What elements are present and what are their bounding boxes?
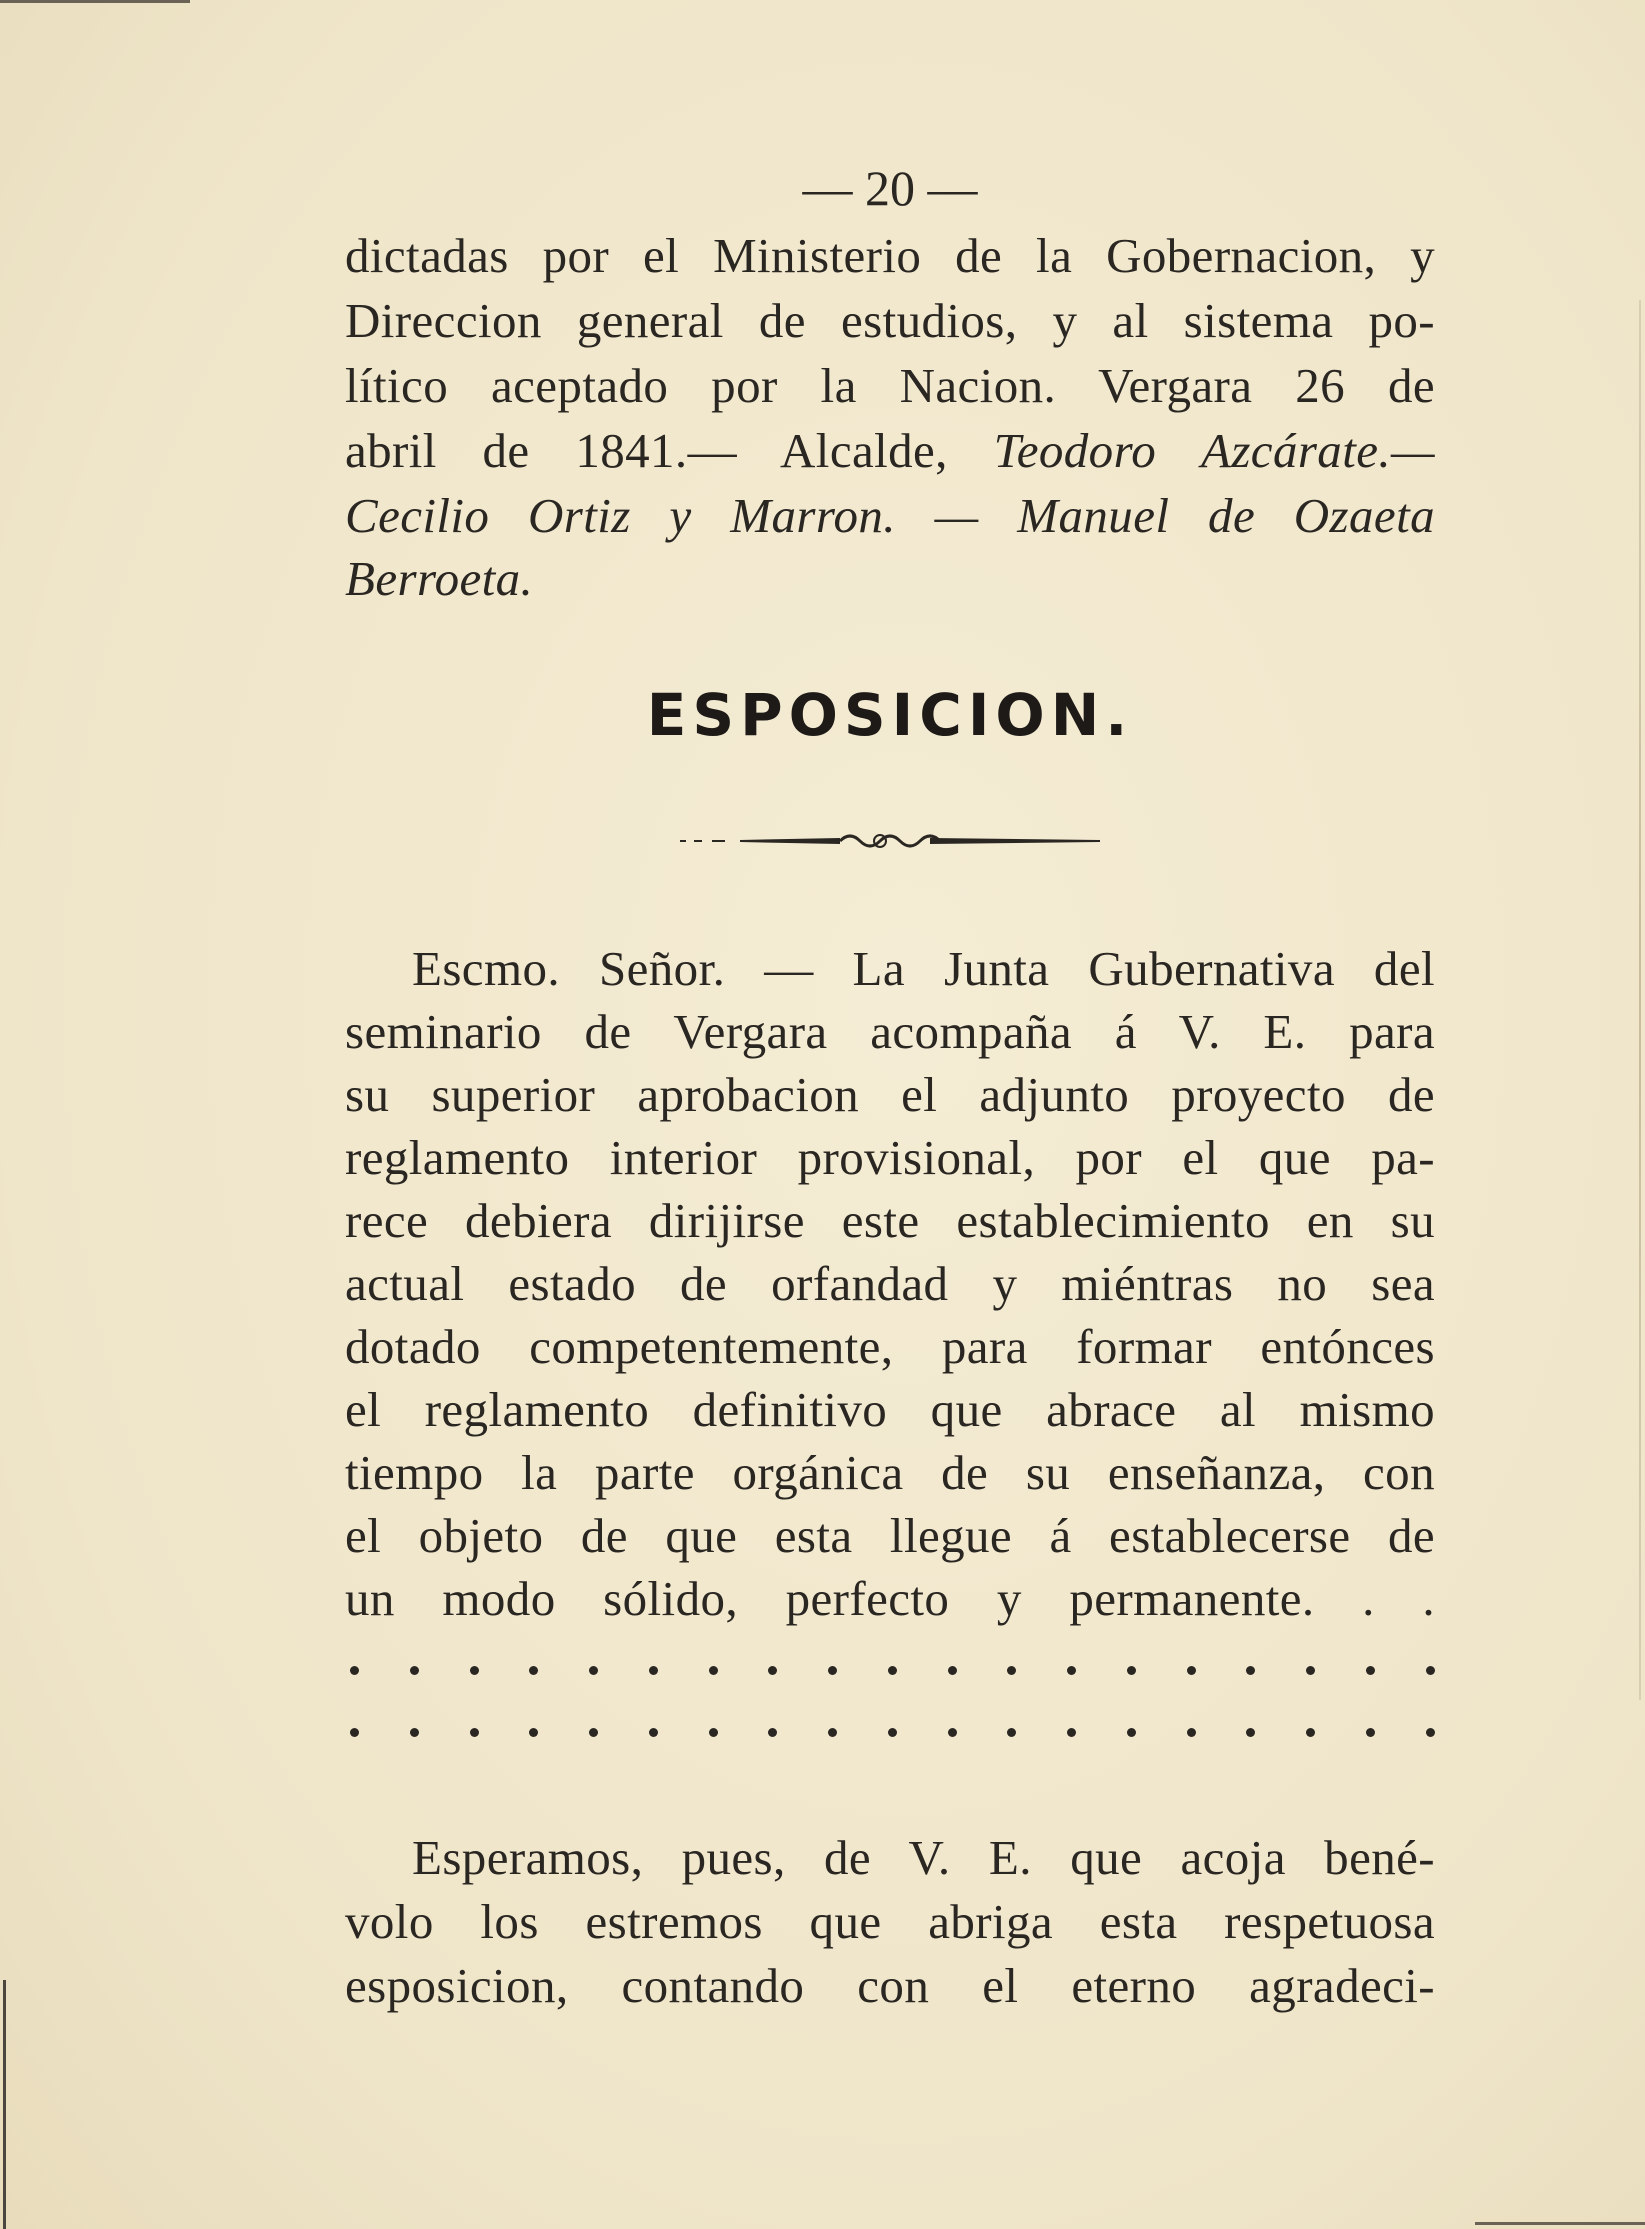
text-plain: abril de 1841.— Alcalde,	[345, 423, 994, 478]
ellipsis-dot	[470, 1728, 479, 1737]
binding-edge	[3, 1980, 6, 2229]
ellipsis-dot	[1246, 1728, 1255, 1737]
ellipsis-dot	[1007, 1666, 1016, 1675]
ellipsis-dot	[1426, 1728, 1435, 1737]
ellipsis-dot	[470, 1666, 479, 1675]
paragraph-line: volo los estremos que abriga esta respetuosa	[345, 1894, 1435, 1949]
paragraph-line: rece debiera dirijirse este establecimiento en su	[345, 1193, 1435, 1248]
ellipsis-dot	[1187, 1666, 1196, 1675]
ellipsis-dot	[350, 1666, 359, 1675]
ellipsis-row	[350, 1666, 1435, 1675]
paragraph-line: el reglamento definitivo que abrace al mismo	[345, 1382, 1435, 1437]
signature-line	[345, 420, 1435, 482]
text-line: Direccion general de estudios, y al sistema po-	[345, 293, 1435, 348]
paragraph-line: actual estado de orfandad y miéntras no sea	[345, 1256, 1435, 1311]
ellipsis-dot	[768, 1728, 777, 1737]
ellipsis-dot	[948, 1728, 957, 1737]
paragraph-line: Esperamos, pues, de V. E. que acoja bené-	[412, 1830, 1435, 1885]
bottom-edge-rule	[1475, 2222, 1645, 2225]
ellipsis-dot	[1127, 1666, 1136, 1675]
ellipsis-dot	[709, 1728, 718, 1737]
paragraph-line: su superior aprobacion el adjunto proyecto de	[345, 1067, 1435, 1122]
ellipsis-dot	[1127, 1728, 1136, 1737]
page-edge-shadow	[1639, 300, 1641, 1700]
text-line: dictadas por el Ministerio de la Gobernacion, y	[345, 228, 1435, 283]
ellipsis-dot	[1306, 1666, 1315, 1675]
paragraph-line: reglamento interior provisional, por el que pa-	[345, 1130, 1435, 1185]
ellipsis-dot	[1187, 1728, 1196, 1737]
signatory-names: Cecilio Ortiz y Marron. — Manuel de Ozaeta	[345, 488, 1435, 543]
ellipsis-dot	[529, 1728, 538, 1737]
text-line: lítico aceptado por la Nacion. Vergara 26 de	[345, 358, 1435, 413]
signatory-name: Berroeta.	[345, 551, 534, 606]
ellipsis-dot	[768, 1666, 777, 1675]
ellipsis-dot	[888, 1728, 897, 1737]
ellipsis-dot	[888, 1666, 897, 1675]
paragraph-line: esposicion, contando con el eterno agradeci-	[345, 1958, 1435, 2013]
ellipsis-dot	[1067, 1666, 1076, 1675]
section-heading: ESPOSICION.	[646, 681, 1134, 749]
ellipsis-dot	[410, 1728, 419, 1737]
ellipsis-dot	[828, 1728, 837, 1737]
ellipsis-dot	[649, 1666, 658, 1675]
ellipsis-dot	[828, 1666, 837, 1675]
ellipsis-dot	[1366, 1666, 1375, 1675]
paragraph-line: un modo sólido, perfecto y permanente. . .	[345, 1571, 1435, 1626]
ellipsis-dot	[589, 1728, 598, 1737]
ellipsis-dot	[1067, 1728, 1076, 1737]
ellipsis-dot	[1366, 1728, 1375, 1737]
ornament-divider	[680, 826, 1110, 856]
paragraph-line: tiempo la parte orgánica de su enseñanza, con	[345, 1445, 1435, 1500]
ellipsis-dot	[709, 1666, 718, 1675]
paragraph-line: el objeto de que esta llegue á establecerse de	[345, 1508, 1435, 1563]
ellipsis-dot	[410, 1666, 419, 1675]
paragraph-line: Escmo. Señor. — La Junta Gubernativa del	[412, 941, 1435, 996]
ellipsis-dot	[1306, 1728, 1315, 1737]
ellipsis-dot	[649, 1728, 658, 1737]
ellipsis-dot	[1007, 1728, 1016, 1737]
ellipsis-dot	[529, 1666, 538, 1675]
ellipsis-dot	[589, 1666, 598, 1675]
paragraph-line: dotado competentemente, para formar entónces	[345, 1319, 1435, 1374]
ellipsis-dot	[350, 1728, 359, 1737]
ellipsis-dot	[1246, 1666, 1255, 1675]
ellipsis-row	[350, 1728, 1435, 1737]
ellipsis-dot	[948, 1666, 957, 1675]
ellipsis-dot	[1426, 1666, 1435, 1675]
paragraph-line: seminario de Vergara acompaña á V. E. para	[345, 1004, 1435, 1059]
top-edge-rule	[0, 0, 190, 3]
page-number: — 20 —	[802, 160, 978, 216]
signatory-name: Teodoro Azcárate.—	[993, 423, 1435, 478]
